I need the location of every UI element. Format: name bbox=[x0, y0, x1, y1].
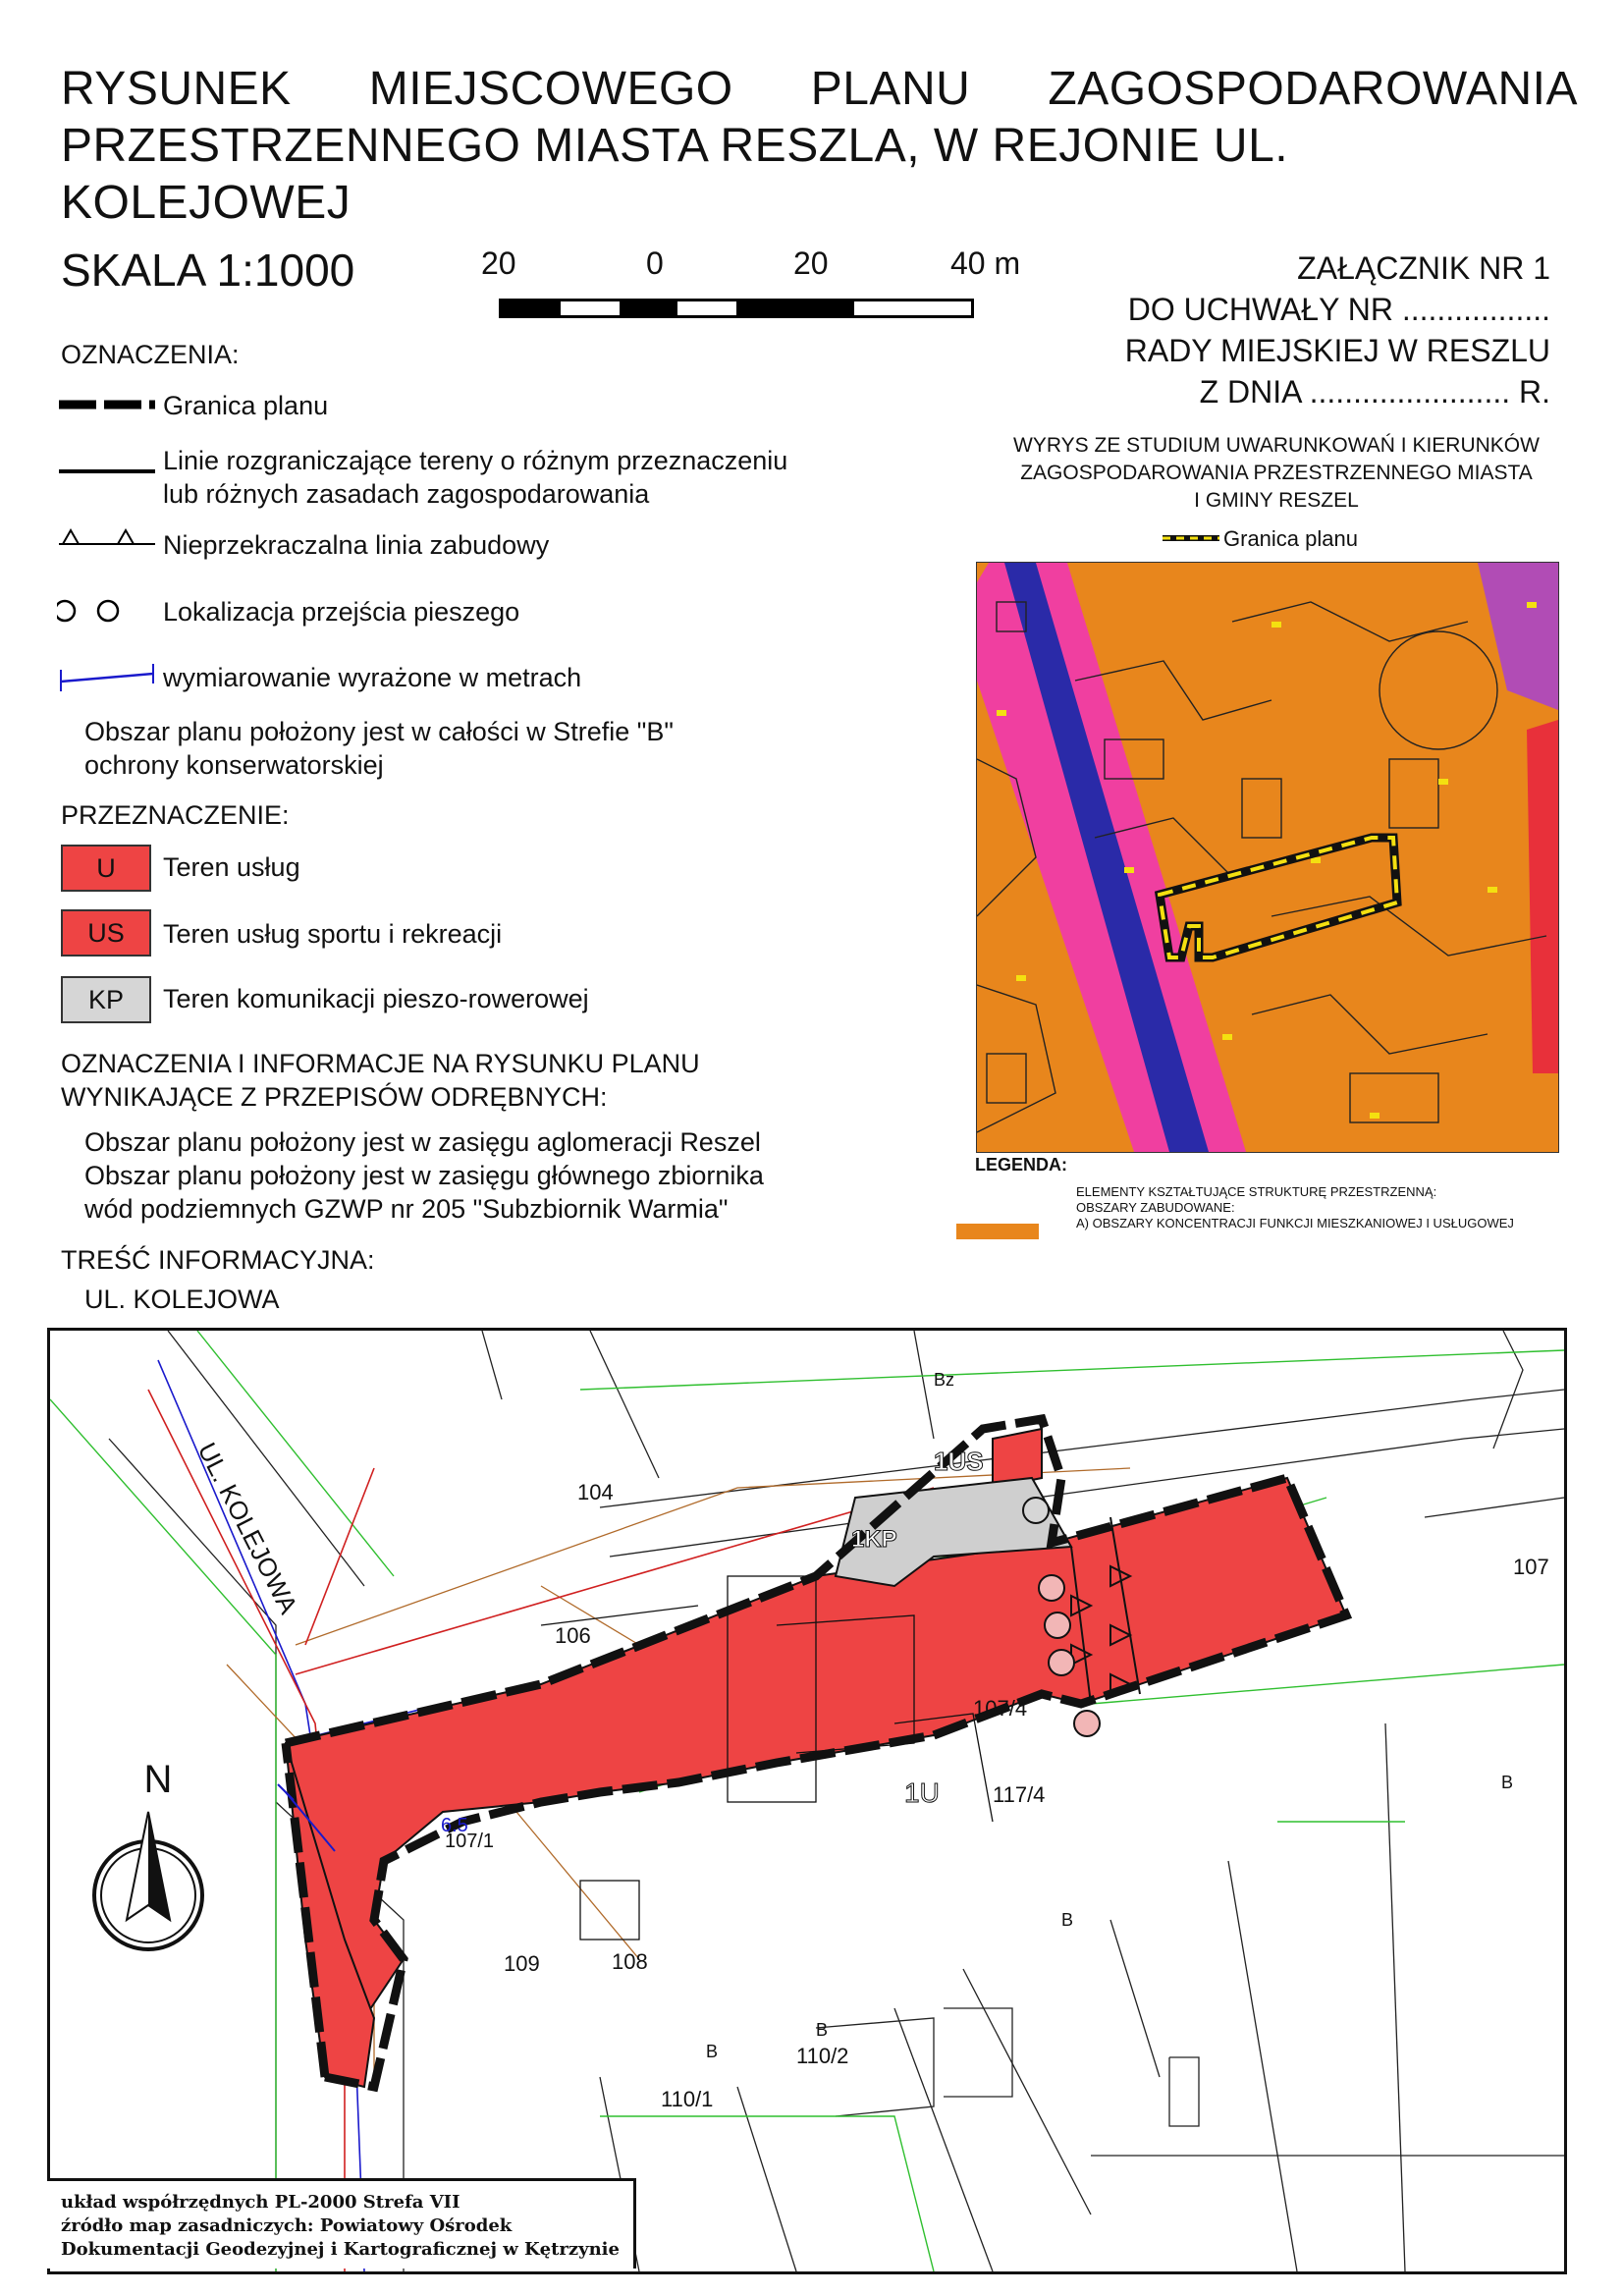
info-line: Obszar planu położony jest w zasięgu aglomeracji Reszel bbox=[84, 1127, 761, 1157]
dimension-line-icon bbox=[61, 664, 153, 691]
parcel-label: 109 bbox=[504, 1951, 540, 1976]
circles-icon bbox=[57, 601, 118, 621]
purpose-text-kp: Teren komunikacji pieszo-rowerowej bbox=[163, 984, 589, 1013]
info-box-line: Dokumentacji Geodezyjnej i Kartograficznej w Kętrzynie bbox=[61, 2239, 620, 2260]
info-heading-1: OZNACZENIA I INFORMACJE NA RYSUNKU PLANU bbox=[61, 1049, 700, 1078]
letter-label: B bbox=[1061, 1910, 1074, 1930]
letter-label: Bz bbox=[934, 1370, 955, 1390]
parcel-label: 104 bbox=[577, 1480, 614, 1504]
letter-label: B bbox=[1501, 1773, 1514, 1792]
legend-item-boundary: Granica planu bbox=[163, 391, 329, 420]
info-line: Obszar planu położony jest w zasięgu głównego zbiornika bbox=[84, 1161, 764, 1190]
scale-tick: 40 m bbox=[950, 246, 1021, 281]
studium-caption-line: I GMINY RESZEL bbox=[1194, 489, 1359, 512]
tresc-item: UL. KOLEJOWA bbox=[84, 1285, 280, 1314]
north-label: N bbox=[143, 1758, 173, 1801]
attachment-line: RADY MIEJSKIEJ W RESZLU bbox=[1124, 333, 1550, 368]
info-box-line: źródło map zasadniczych: Powiatowy Ośrodek bbox=[61, 2215, 513, 2236]
legend-item-lines-2: lub różnych zasadach zagospodarowania bbox=[163, 479, 650, 509]
studium-legend-line: ELEMENTY KSZTAŁTUJĄCE STRUKTURĘ PRZESTRZENNĄ: bbox=[1076, 1184, 1437, 1199]
studium-caption bbox=[972, 432, 1581, 515]
purpose-heading: PRZEZNACZENIE: bbox=[61, 800, 290, 830]
street-label: UL. KOLEJOWA bbox=[191, 1438, 304, 1619]
studium-map bbox=[976, 562, 1559, 1153]
studium-boundary-icon bbox=[1163, 528, 1221, 548]
strefa-note-2: ochrony konserwatorskiej bbox=[84, 750, 384, 780]
scale-bar bbox=[499, 299, 974, 318]
info-box bbox=[47, 2178, 636, 2269]
purpose-swatch-u: U bbox=[61, 845, 151, 892]
parcel-label: 107 bbox=[1513, 1555, 1549, 1579]
parcel-label: 110/2 bbox=[796, 2044, 849, 2068]
parcel-label: 106 bbox=[555, 1623, 591, 1648]
studium-caption-line: WYRYS ZE STUDIUM UWARUNKOWAŃ I KIERUNKÓW bbox=[1013, 434, 1540, 457]
parcel-label: 108 bbox=[612, 1949, 648, 1974]
title-word-2: MIEJSCOWEGO bbox=[368, 63, 733, 115]
info-heading-2: WYNIKAJĄCE Z PRZEPISÓW ODRĘBNYCH: bbox=[61, 1082, 608, 1112]
triangle-line-icon bbox=[59, 530, 155, 544]
attachment-line: ZAŁĄCZNIK NR 1 bbox=[1297, 250, 1550, 286]
studium-legend-line: OBSZARY ZABUDOWANE: bbox=[1076, 1200, 1235, 1215]
tresc-heading: TREŚĆ INFORMACYJNA: bbox=[61, 1245, 375, 1275]
scale-tick: 20 bbox=[481, 246, 516, 281]
legend-item-crossing: Lokalizacja przejścia pieszego bbox=[163, 597, 520, 627]
legend-item-building-line: Nieprzekraczalna linia zabudowy bbox=[163, 530, 550, 560]
studium-legend-heading: LEGENDA: bbox=[975, 1155, 1067, 1175]
purpose-swatch-kp: KP bbox=[61, 976, 151, 1023]
info-box-line: układ współrzędnych PL-2000 Strefa VII bbox=[61, 2192, 460, 2213]
attachment-line: DO UCHWAŁY NR ................. bbox=[1127, 292, 1550, 327]
parcel-label: 107/4 bbox=[973, 1696, 1028, 1721]
attachment-note bbox=[1125, 247, 1550, 412]
legend-item-lines: Linie rozgraniczające tereny o różnym przeznaczeniu bbox=[163, 446, 788, 475]
attachment-line: Z DNIA ....................... R. bbox=[1199, 374, 1550, 410]
letter-label: B bbox=[706, 2042, 719, 2061]
studium-boundary-label: Granica planu bbox=[1223, 526, 1358, 551]
legend-item-dimension: wymiarowanie wyrażone w metrach bbox=[163, 663, 582, 692]
zone-label-1kp: 1KP bbox=[851, 1526, 897, 1553]
legend-icons bbox=[57, 393, 165, 697]
info-line: wód podziemnych GZWP nr 205 "Subzbiornik Warmia" bbox=[84, 1194, 729, 1224]
title-line-2: PRZESTRZENNEGO MIASTA RESZLA, W REJONIE UL. KOLEJOWEJ bbox=[61, 120, 1289, 229]
purpose-text-us: Teren usług sportu i rekreacji bbox=[163, 919, 503, 949]
studium-legend bbox=[1076, 1184, 1514, 1231]
plan-map bbox=[47, 1328, 1567, 2274]
parcel-label: 117/4 bbox=[993, 1782, 1046, 1807]
studium-legend-swatch bbox=[956, 1224, 1039, 1239]
scale-tick: 20 bbox=[793, 246, 829, 281]
studium-caption-line: ZAGOSPODAROWANIA PRZESTRZENNEGO MIASTA bbox=[1020, 462, 1533, 484]
zone-label-1u: 1U bbox=[904, 1777, 940, 1808]
zone-label-1us: 1US bbox=[934, 1447, 984, 1476]
legend-heading: OZNACZENIA: bbox=[61, 340, 240, 369]
scale-tick: 0 bbox=[646, 246, 664, 281]
page-title bbox=[61, 61, 1578, 232]
studium-legend-line: A) OBSZARY KONCENTRACJI FUNKCJI MIESZKANIOWEJ I USŁUGOWEJ bbox=[1076, 1216, 1514, 1230]
parcel-label: 110/1 bbox=[661, 2087, 714, 2111]
title-word-1: RYSUNEK bbox=[61, 63, 292, 115]
scale-ticks bbox=[481, 246, 1031, 285]
title-word-3: PLANU bbox=[810, 63, 971, 115]
letter-label: B bbox=[816, 2020, 829, 2040]
purpose-text-u: Teren usług bbox=[163, 852, 300, 882]
strefa-note-1: Obszar planu położony jest w całości w Strefie "B" bbox=[84, 717, 674, 746]
scale-label: SKALA 1:1000 bbox=[61, 245, 355, 296]
north-arrow-icon bbox=[94, 1812, 202, 1949]
purpose-swatch-us: US bbox=[61, 909, 151, 957]
title-word-4: ZAGOSPODAROWANIA bbox=[1048, 63, 1578, 115]
parcel-label: 107/1 bbox=[445, 1831, 495, 1852]
dimension-label: 6.5 bbox=[441, 1815, 468, 1836]
